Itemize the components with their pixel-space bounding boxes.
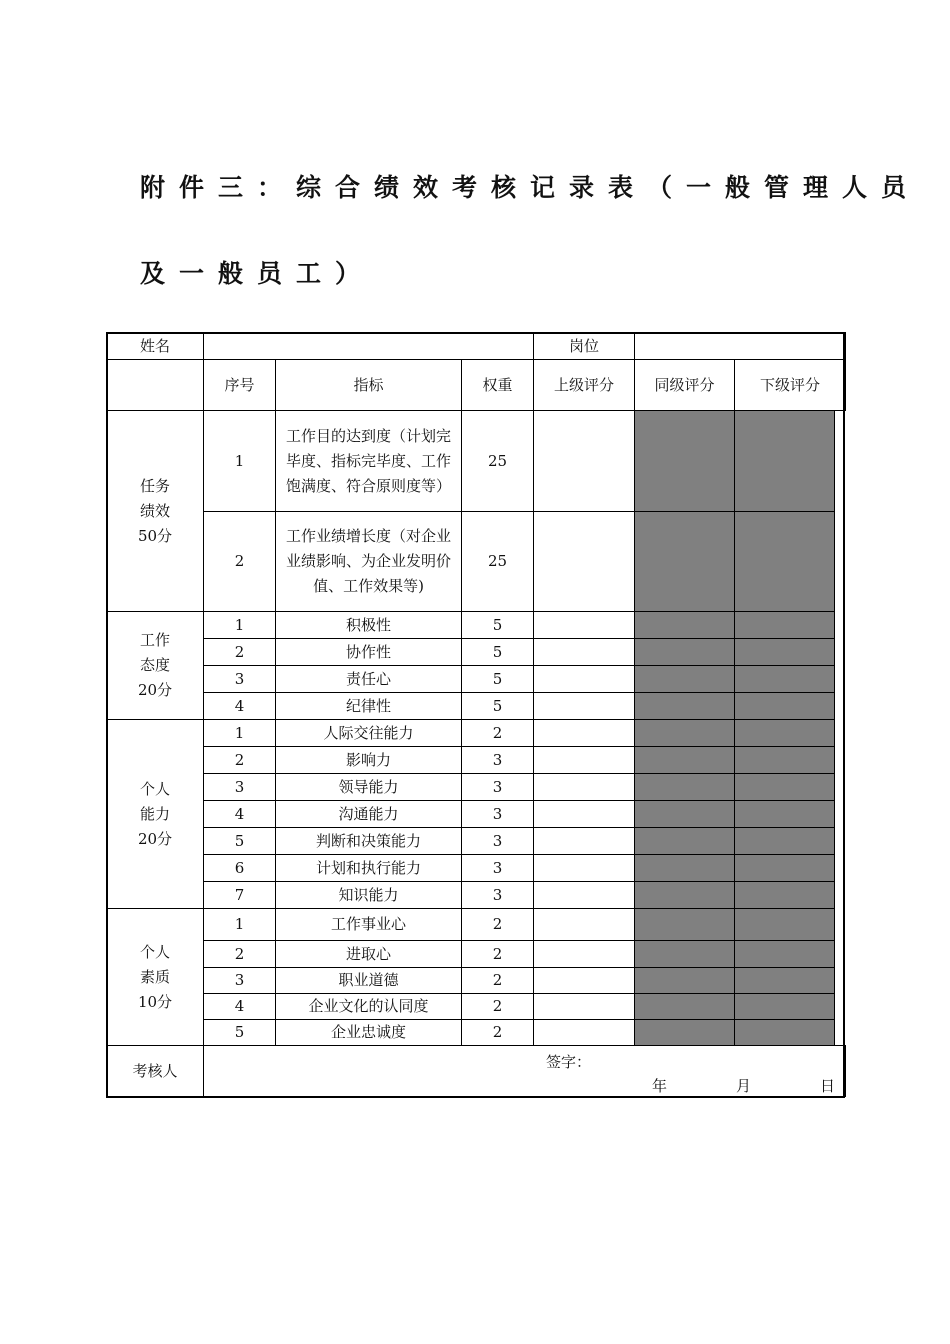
weight-cell: 2 xyxy=(462,994,534,1020)
seq-cell: 3 xyxy=(204,968,276,994)
category-cell: 个人素质10分 xyxy=(107,909,204,1046)
peer-score-header: 同级评分 xyxy=(635,360,735,411)
indicator-cell: 影响力 xyxy=(276,747,462,774)
peer-score-cell-disabled xyxy=(635,909,735,941)
indicator-header: 指标 xyxy=(276,360,462,411)
indicator-cell: 工作目的达到度（计划完毕度、指标完毕度、工作饱满度、符合原则度等） xyxy=(276,411,462,512)
peer-score-cell-disabled xyxy=(635,747,735,774)
table-row xyxy=(107,855,846,882)
seq-cell: 1 xyxy=(204,909,276,941)
subordinate-score-cell-disabled xyxy=(735,941,835,968)
table-row xyxy=(107,639,846,666)
name-value[interactable] xyxy=(204,333,534,360)
subordinate-score-cell-disabled xyxy=(735,720,835,747)
indicator-cell: 职业道德 xyxy=(276,968,462,994)
weight-cell: 5 xyxy=(462,612,534,639)
table-row xyxy=(107,941,846,968)
peer-score-cell-disabled xyxy=(635,801,735,828)
category-cell: 工作态度20分 xyxy=(107,612,204,720)
weight-cell: 5 xyxy=(462,639,534,666)
page-title-line-1: 附件三：综合绩效考核记录表（一般管理人员 xyxy=(140,173,921,202)
table-row xyxy=(107,882,846,909)
peer-score-cell-disabled xyxy=(635,512,735,612)
superior-score-cell[interactable] xyxy=(534,828,635,855)
seq-cell: 2 xyxy=(204,512,276,612)
indicator-cell: 协作性 xyxy=(276,639,462,666)
superior-score-cell[interactable] xyxy=(534,747,635,774)
date-month-label: 月 xyxy=(736,1077,752,1095)
superior-score-cell[interactable] xyxy=(534,909,635,941)
superior-score-cell[interactable] xyxy=(534,882,635,909)
table-row xyxy=(107,994,846,1020)
evaluation-table xyxy=(106,332,846,1097)
indicator-cell: 计划和执行能力 xyxy=(276,855,462,882)
margin-cell xyxy=(835,994,846,1020)
seq-cell: 2 xyxy=(204,639,276,666)
margin-cell xyxy=(835,639,846,666)
indicator-cell: 人际交往能力 xyxy=(276,720,462,747)
indicator-cell: 判断和决策能力 xyxy=(276,828,462,855)
weight-header: 权重 xyxy=(462,360,534,411)
reviewer-label: 考核人 xyxy=(107,1046,204,1097)
indicator-cell: 积极性 xyxy=(276,612,462,639)
peer-score-cell-disabled xyxy=(635,828,735,855)
table-row xyxy=(107,666,846,693)
margin-cell xyxy=(835,828,846,855)
table-row xyxy=(107,612,846,639)
peer-score-cell-disabled xyxy=(635,941,735,968)
indicator-cell: 进取心 xyxy=(276,941,462,968)
margin-cell xyxy=(835,612,846,639)
peer-score-cell-disabled xyxy=(635,1020,735,1046)
superior-score-cell[interactable] xyxy=(534,801,635,828)
table-row xyxy=(107,720,846,747)
peer-score-cell-disabled xyxy=(635,855,735,882)
category-cell: 个人能力20分 xyxy=(107,720,204,909)
margin-cell xyxy=(835,1020,846,1046)
weight-cell: 25 xyxy=(462,411,534,512)
table-row xyxy=(107,968,846,994)
name-label: 姓名 xyxy=(107,333,204,360)
date-day-label: 日 xyxy=(820,1077,836,1095)
subordinate-score-cell-disabled xyxy=(735,968,835,994)
seq-cell: 1 xyxy=(204,411,276,512)
peer-score-cell-disabled xyxy=(635,612,735,639)
weight-cell: 3 xyxy=(462,855,534,882)
seq-cell: 4 xyxy=(204,801,276,828)
weight-cell: 3 xyxy=(462,882,534,909)
seq-cell: 1 xyxy=(204,612,276,639)
weight-cell: 2 xyxy=(462,1020,534,1046)
subordinate-score-cell-disabled xyxy=(735,1020,835,1046)
weight-cell: 5 xyxy=(462,666,534,693)
superior-score-cell[interactable] xyxy=(534,639,635,666)
peer-score-cell-disabled xyxy=(635,411,735,512)
margin-cell xyxy=(835,411,846,512)
weight-cell: 3 xyxy=(462,747,534,774)
margin-cell xyxy=(835,512,846,612)
indicator-cell: 企业忠诚度 xyxy=(276,1020,462,1046)
table-row xyxy=(107,512,846,612)
margin-cell xyxy=(835,909,846,941)
subordinate-score-cell-disabled xyxy=(735,801,835,828)
seq-cell: 2 xyxy=(204,747,276,774)
peer-score-cell-disabled xyxy=(635,639,735,666)
subordinate-score-cell-disabled xyxy=(735,411,835,512)
superior-score-cell[interactable] xyxy=(534,720,635,747)
indicator-cell: 纪律性 xyxy=(276,693,462,720)
peer-score-cell-disabled xyxy=(635,994,735,1020)
margin-cell xyxy=(835,941,846,968)
seq-cell: 7 xyxy=(204,882,276,909)
indicator-cell: 工作事业心 xyxy=(276,909,462,941)
seq-cell: 2 xyxy=(204,941,276,968)
subordinate-score-cell-disabled xyxy=(735,882,835,909)
subordinate-score-cell-disabled xyxy=(735,747,835,774)
weight-cell: 5 xyxy=(462,693,534,720)
margin-cell xyxy=(835,801,846,828)
peer-score-cell-disabled xyxy=(635,666,735,693)
margin-cell xyxy=(835,720,846,747)
superior-score-cell[interactable] xyxy=(534,941,635,968)
margin-cell xyxy=(835,666,846,693)
peer-score-cell-disabled xyxy=(635,693,735,720)
margin-cell xyxy=(835,968,846,994)
seq-cell: 5 xyxy=(204,1020,276,1046)
position-label: 岗位 xyxy=(534,333,635,360)
seq-header: 序号 xyxy=(204,360,276,411)
table-row xyxy=(107,828,846,855)
superior-score-cell[interactable] xyxy=(534,968,635,994)
margin-cell xyxy=(835,882,846,909)
superior-score-cell[interactable] xyxy=(534,411,635,512)
margin-cell xyxy=(835,855,846,882)
superior-score-cell[interactable] xyxy=(534,612,635,639)
superior-score-cell[interactable] xyxy=(534,512,635,612)
page-title-line-2: 及一般员工） xyxy=(140,259,375,288)
margin-cell xyxy=(835,774,846,801)
superior-score-header: 上级评分 xyxy=(534,360,635,411)
superior-score-cell[interactable] xyxy=(534,693,635,720)
peer-score-cell-disabled xyxy=(635,774,735,801)
subordinate-score-header: 下级评分 xyxy=(735,360,846,411)
seq-cell: 4 xyxy=(204,994,276,1020)
subordinate-score-cell-disabled xyxy=(735,909,835,941)
seq-cell: 6 xyxy=(204,855,276,882)
seq-cell: 3 xyxy=(204,774,276,801)
table-row xyxy=(107,411,846,512)
table-row xyxy=(107,1020,846,1046)
subordinate-score-cell-disabled xyxy=(735,639,835,666)
superior-score-cell[interactable] xyxy=(534,994,635,1020)
indicator-cell: 知识能力 xyxy=(276,882,462,909)
weight-cell: 3 xyxy=(462,801,534,828)
weight-cell: 3 xyxy=(462,774,534,801)
position-value[interactable] xyxy=(635,333,846,360)
superior-score-cell[interactable] xyxy=(534,774,635,801)
subordinate-score-cell-disabled xyxy=(735,693,835,720)
peer-score-cell-disabled xyxy=(635,882,735,909)
seq-cell: 4 xyxy=(204,693,276,720)
subordinate-score-cell-disabled xyxy=(735,994,835,1020)
superior-score-cell[interactable] xyxy=(534,855,635,882)
signature-label: 签字： xyxy=(546,1053,592,1071)
subordinate-score-cell-disabled xyxy=(735,512,835,612)
margin-cell xyxy=(835,693,846,720)
category-cell: 任务绩效50分 xyxy=(107,411,204,612)
superior-score-cell[interactable] xyxy=(534,1020,635,1046)
seq-cell: 3 xyxy=(204,666,276,693)
weight-cell: 2 xyxy=(462,968,534,994)
table-row xyxy=(107,909,846,941)
table-row xyxy=(107,774,846,801)
peer-score-cell-disabled xyxy=(635,720,735,747)
indicator-cell: 领导能力 xyxy=(276,774,462,801)
weight-cell: 2 xyxy=(462,720,534,747)
subordinate-score-cell-disabled xyxy=(735,666,835,693)
subordinate-score-cell-disabled xyxy=(735,774,835,801)
indicator-cell: 沟通能力 xyxy=(276,801,462,828)
indicator-cell: 企业文化的认同度 xyxy=(276,994,462,1020)
margin-cell xyxy=(835,747,846,774)
superior-score-cell[interactable] xyxy=(534,666,635,693)
category-header xyxy=(107,360,204,411)
subordinate-score-cell-disabled xyxy=(735,855,835,882)
indicator-cell: 工作业绩增长度（对企业业绩影响、为企业发明价值、工作效果等) xyxy=(276,512,462,612)
table-row xyxy=(107,801,846,828)
subordinate-score-cell-disabled xyxy=(735,828,835,855)
weight-cell: 3 xyxy=(462,828,534,855)
seq-cell: 5 xyxy=(204,828,276,855)
table-row xyxy=(107,747,846,774)
weight-cell: 2 xyxy=(462,909,534,941)
signature-cell[interactable] xyxy=(204,1046,846,1097)
peer-score-cell-disabled xyxy=(635,968,735,994)
table-row xyxy=(107,693,846,720)
weight-cell: 2 xyxy=(462,941,534,968)
indicator-cell: 责任心 xyxy=(276,666,462,693)
subordinate-score-cell-disabled xyxy=(735,612,835,639)
weight-cell: 25 xyxy=(462,512,534,612)
date-year-label: 年 xyxy=(652,1077,668,1095)
seq-cell: 1 xyxy=(204,720,276,747)
